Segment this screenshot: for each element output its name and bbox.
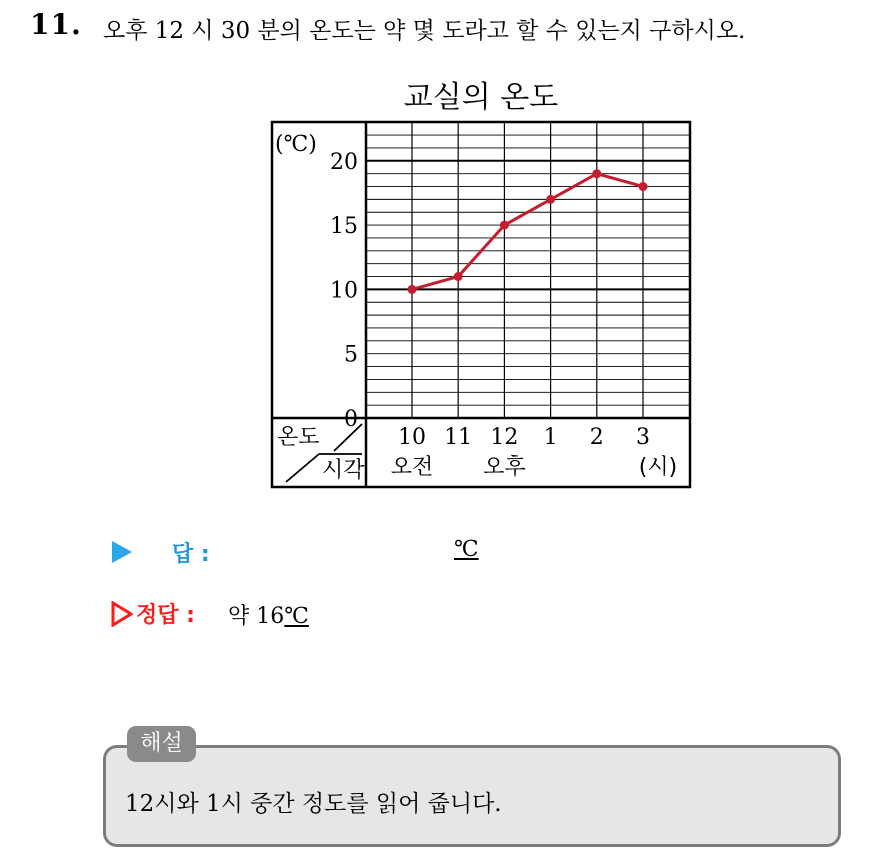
chart-title: 교실의 온도 xyxy=(403,80,559,115)
play-arrow-icon xyxy=(112,541,132,563)
data-point xyxy=(639,182,648,191)
period-label: 오후 xyxy=(483,455,526,480)
answer-row xyxy=(108,535,608,569)
series-line xyxy=(412,174,643,290)
x-tick-label: 10 xyxy=(398,425,426,450)
data-point xyxy=(592,169,601,178)
correct-answer-number: 약 16 xyxy=(228,604,285,629)
data-point xyxy=(454,272,463,281)
answer-label: 답 : xyxy=(172,542,210,567)
x-tick-label: 3 xyxy=(636,425,650,450)
chart-border xyxy=(272,122,690,487)
y-tick-label: 10 xyxy=(330,278,358,304)
outline-arrow-icon xyxy=(111,601,133,627)
chart-frame xyxy=(272,122,690,487)
x-tick-label: 11 xyxy=(444,425,473,450)
y-tick-label: 5 xyxy=(344,342,358,368)
y-tick-label: 20 xyxy=(330,149,358,175)
period-label: 오전 xyxy=(390,455,434,480)
y-tick-label: 0 xyxy=(344,407,358,432)
question-number: 11. xyxy=(30,8,82,41)
corner-bottom-label: 시각 xyxy=(322,458,365,483)
x-tick-label: 12 xyxy=(490,425,519,450)
explanation-text: 12시와 1시 중간 정도를 읽어 줍니다. xyxy=(125,791,502,817)
correct-answer-unit: ℃ xyxy=(284,604,309,629)
x-tick-label: 2 xyxy=(589,425,604,450)
corner-diagonal-bottom xyxy=(286,454,319,482)
chart-grid xyxy=(366,122,690,418)
corner-top-label: 온도 xyxy=(277,425,320,450)
x-unit-label: (시) xyxy=(638,455,678,480)
answer-unit: ℃ xyxy=(454,537,479,562)
data-point xyxy=(546,195,555,204)
correct-answer-row xyxy=(108,597,608,631)
data-point xyxy=(408,285,417,294)
chart-labels xyxy=(275,132,677,483)
correct-answer-value xyxy=(228,599,309,630)
correct-answer-label: 정답 : xyxy=(136,603,195,628)
data-point xyxy=(500,221,509,230)
x-tick-label: 1 xyxy=(543,425,558,450)
y-tick-label: 15 xyxy=(330,214,358,240)
y-unit-label: (℃) xyxy=(275,132,317,157)
question-text: 오후 12 시 30 분의 온도는 약 몇 도라고 할 수 있는지 구하시오. xyxy=(103,18,746,44)
explanation-tag: 해설 xyxy=(127,726,196,762)
chart-series xyxy=(408,169,648,294)
